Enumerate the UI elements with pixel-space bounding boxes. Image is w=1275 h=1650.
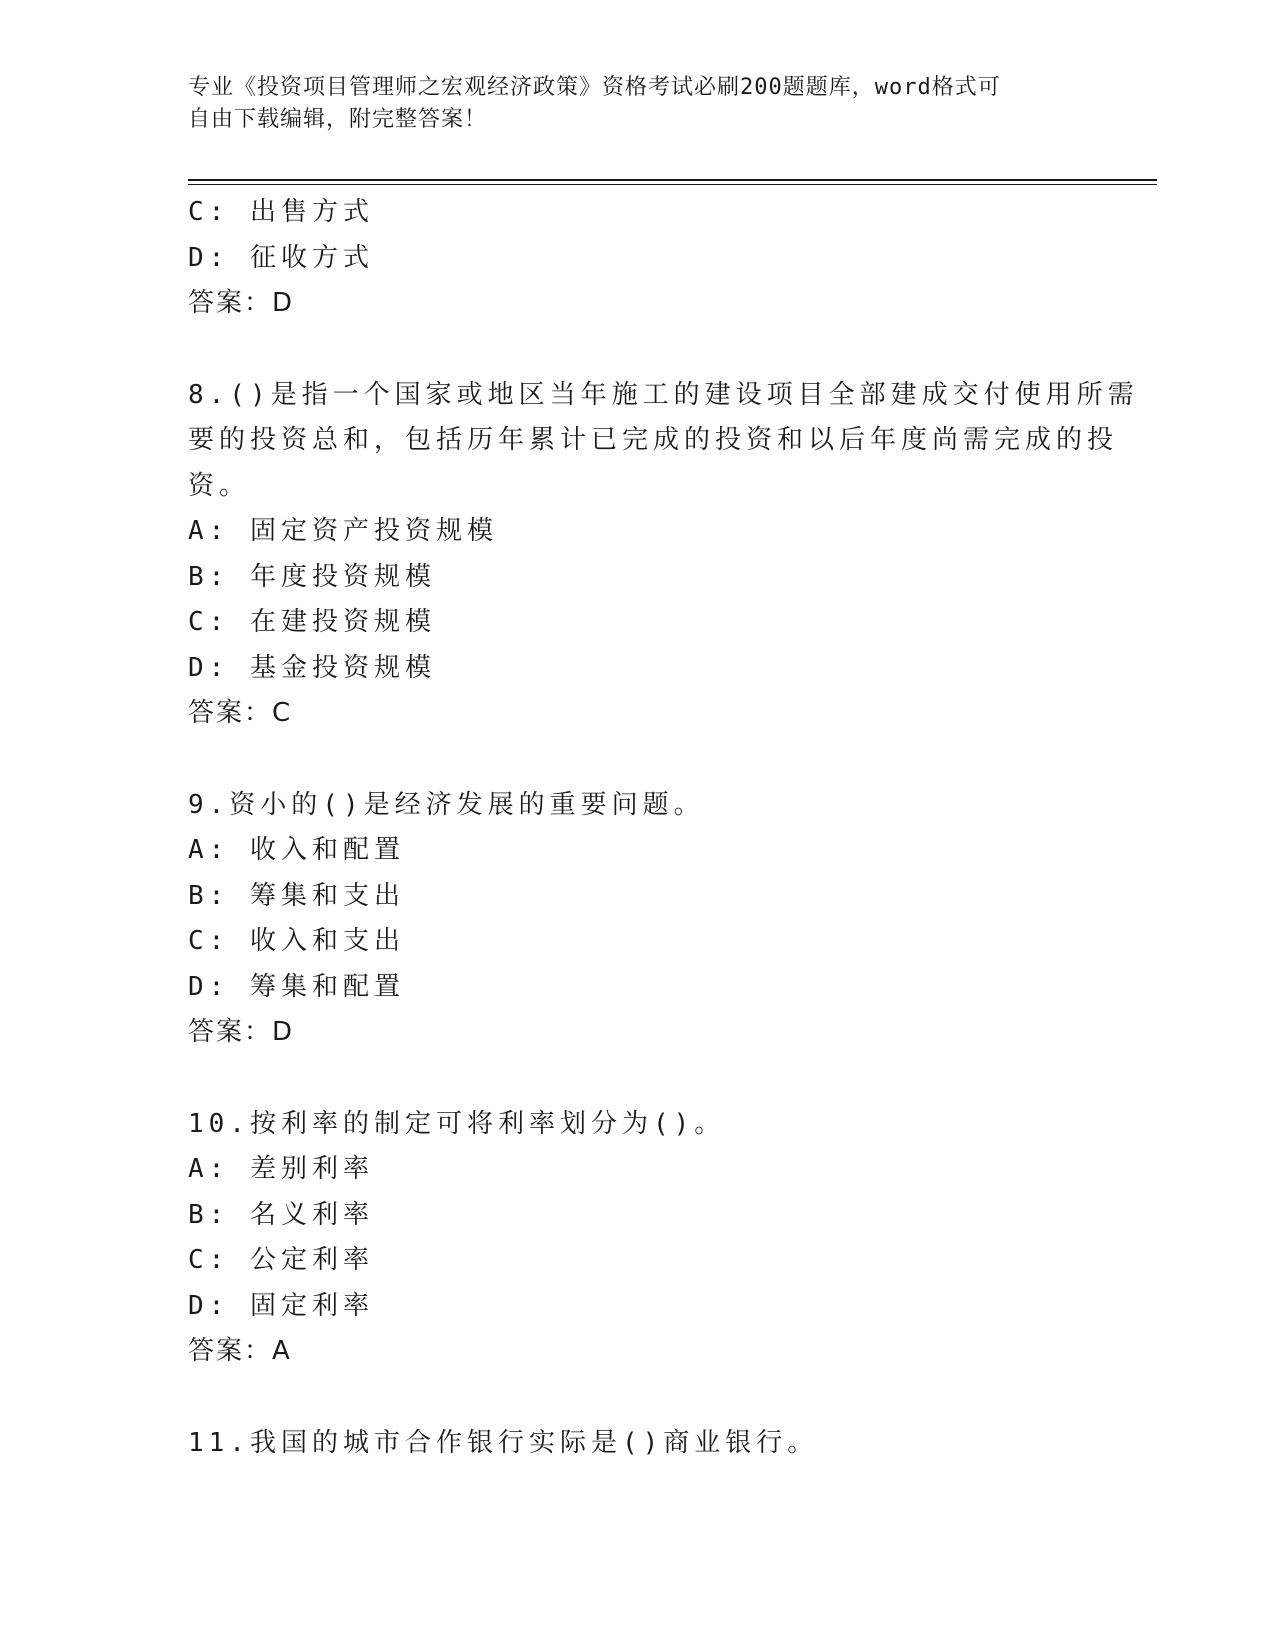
question-stem-line-1: 10.按利率的制定可将利率划分为()。 (188, 1108, 726, 1139)
answer-line: 答案：D (188, 288, 295, 318)
option-a: A: 差别利率 (188, 1154, 374, 1184)
option-b: B: 名义利率 (188, 1199, 374, 1230)
option-c: C: 公定利率 (188, 1245, 374, 1275)
answer-line: 答案：A (188, 1336, 292, 1366)
question-block-prev (188, 190, 1068, 327)
option-d: D: 征收方式 (188, 242, 374, 273)
answer-line: 答案：D (188, 1017, 295, 1047)
option-a: A: 固定资产投资规模 (188, 516, 498, 546)
spacer (188, 1375, 1068, 1421)
option-c: C: 收入和支出 (188, 926, 405, 956)
header-rule-thin (188, 184, 1157, 185)
question-block-10 (188, 1102, 1068, 1375)
header-line-1: 专业《投资项目管理师之宏观经济政策》资格考试必刷200题题库，word格式可 (188, 75, 1001, 100)
option-d: D: 固定利率 (188, 1290, 374, 1321)
question-block-8 (188, 373, 1139, 737)
option-d: D: 基金投资规模 (188, 652, 436, 683)
option-a: A: 收入和配置 (188, 835, 405, 865)
option-b: B: 筹集和支出 (188, 880, 405, 911)
question-stem-line-2: 要的投资总和，包括历年累计已完成的投资和以后年度尚需完成的投 (188, 425, 1119, 455)
option-c: C: 出售方式 (188, 197, 374, 227)
question-stem-line-1: 11.我国的城市合作银行实际是()商业银行。 (188, 1427, 819, 1458)
header-rule-thick (188, 179, 1157, 181)
document-header (188, 72, 1068, 136)
answer-line: 答案：C (188, 698, 293, 728)
option-b: B: 年度投资规模 (188, 561, 436, 592)
question-block-11 (188, 1421, 1068, 1467)
question-stem-line-3: 资。 (188, 470, 251, 501)
header-line-2: 自由下载编辑，附完整答案！ (188, 107, 488, 132)
question-list (188, 190, 1139, 1466)
question-block-9 (188, 783, 1068, 1056)
option-d: D: 筹集和配置 (188, 971, 405, 1002)
question-stem-line-1: 9.资小的()是经济发展的重要问题。 (188, 789, 705, 820)
option-c: C: 在建投资规模 (188, 607, 436, 637)
spacer (188, 1056, 1068, 1102)
spacer (188, 327, 1068, 373)
question-stem-line-1: 8.()是指一个国家或地区当年施工的建设项目全部建成交付使用所需 (188, 379, 1139, 410)
spacer (188, 737, 1068, 783)
